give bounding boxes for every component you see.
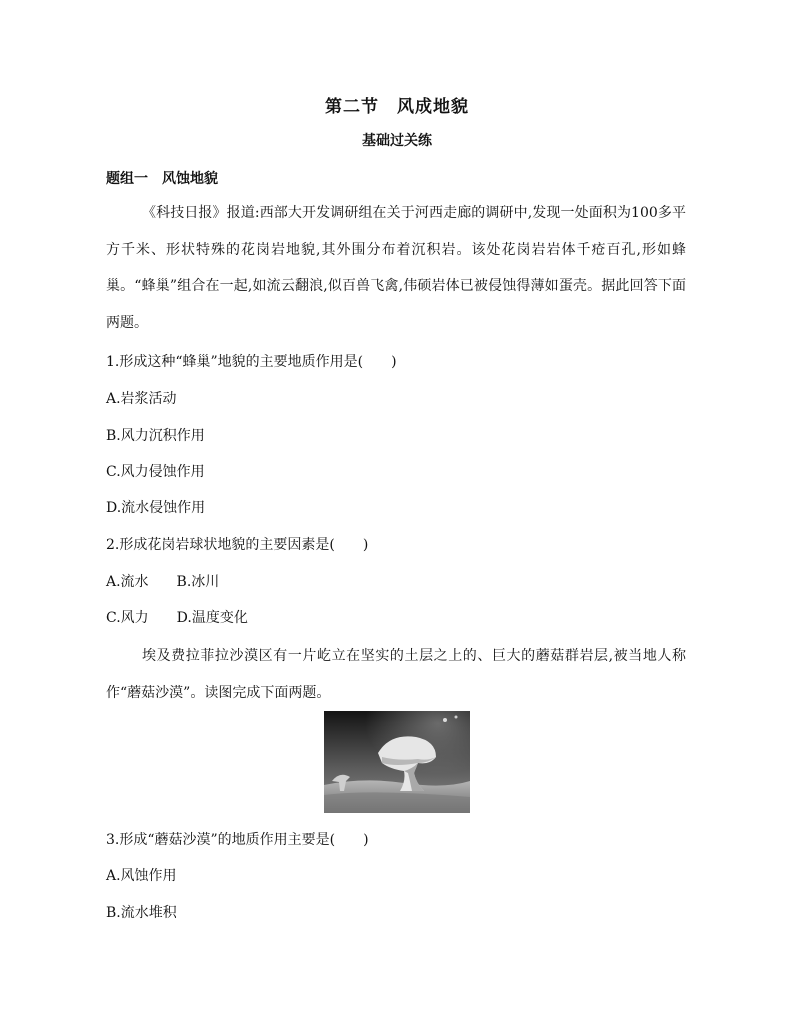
question-1-option-d: D.流水侵蚀作用 [106,500,206,516]
exercise-subtitle: 基础过关练 [362,133,432,149]
group-heading: 题组一 风蚀地貌 [106,171,218,187]
question-1-stem: 1.形成这种“蜂巢”地貌的主要地质作用是( ) [106,354,397,370]
reading-passage-2: 埃及费拉菲拉沙漠区有一片屹立在坚实的土层之上的、巨大的蘑菇群岩层,被当地人称作“蘑菇沙漠”。读图完成下面两题。 [106,648,686,701]
question-3-option-a: A.风蚀作用 [106,868,177,884]
reading-passage-1: 《科技日报》报道:西部大开发调研组在关于河西走廊的调研中,发现一处面积为100多平方千米、形状特殊的花岗岩地貌,其外围分布着沉积岩。该处花岗岩岩体千疮百孔,形如蜂巢。“蜂巢”组合在一起,如流云翻浪,似百兽飞禽,伟硕岩体已被侵蚀得薄如蛋壳。据此回答下面两题。 [106,205,686,331]
question-3-stem: 3.形成“蘑菇沙漠”的地质作用主要是( ) [106,832,369,848]
section-title: 第二节 风成地貌 [325,97,469,117]
question-2-options-row-1: A.流水 B.冰川 [106,574,220,590]
question-1-option-c: C.风力侵蚀作用 [106,464,205,480]
question-3-option-b: B.流水堆积 [106,905,177,921]
question-2-options-row-2: C.风力 D.温度变化 [106,610,248,626]
question-2-stem: 2.形成花岗岩球状地貌的主要因素是( ) [106,537,369,553]
question-1-option-a: A.岩浆活动 [106,391,177,407]
mushroom-rock-photo-icon [324,711,470,813]
question-1-option-b: B.风力沉积作用 [106,428,205,444]
